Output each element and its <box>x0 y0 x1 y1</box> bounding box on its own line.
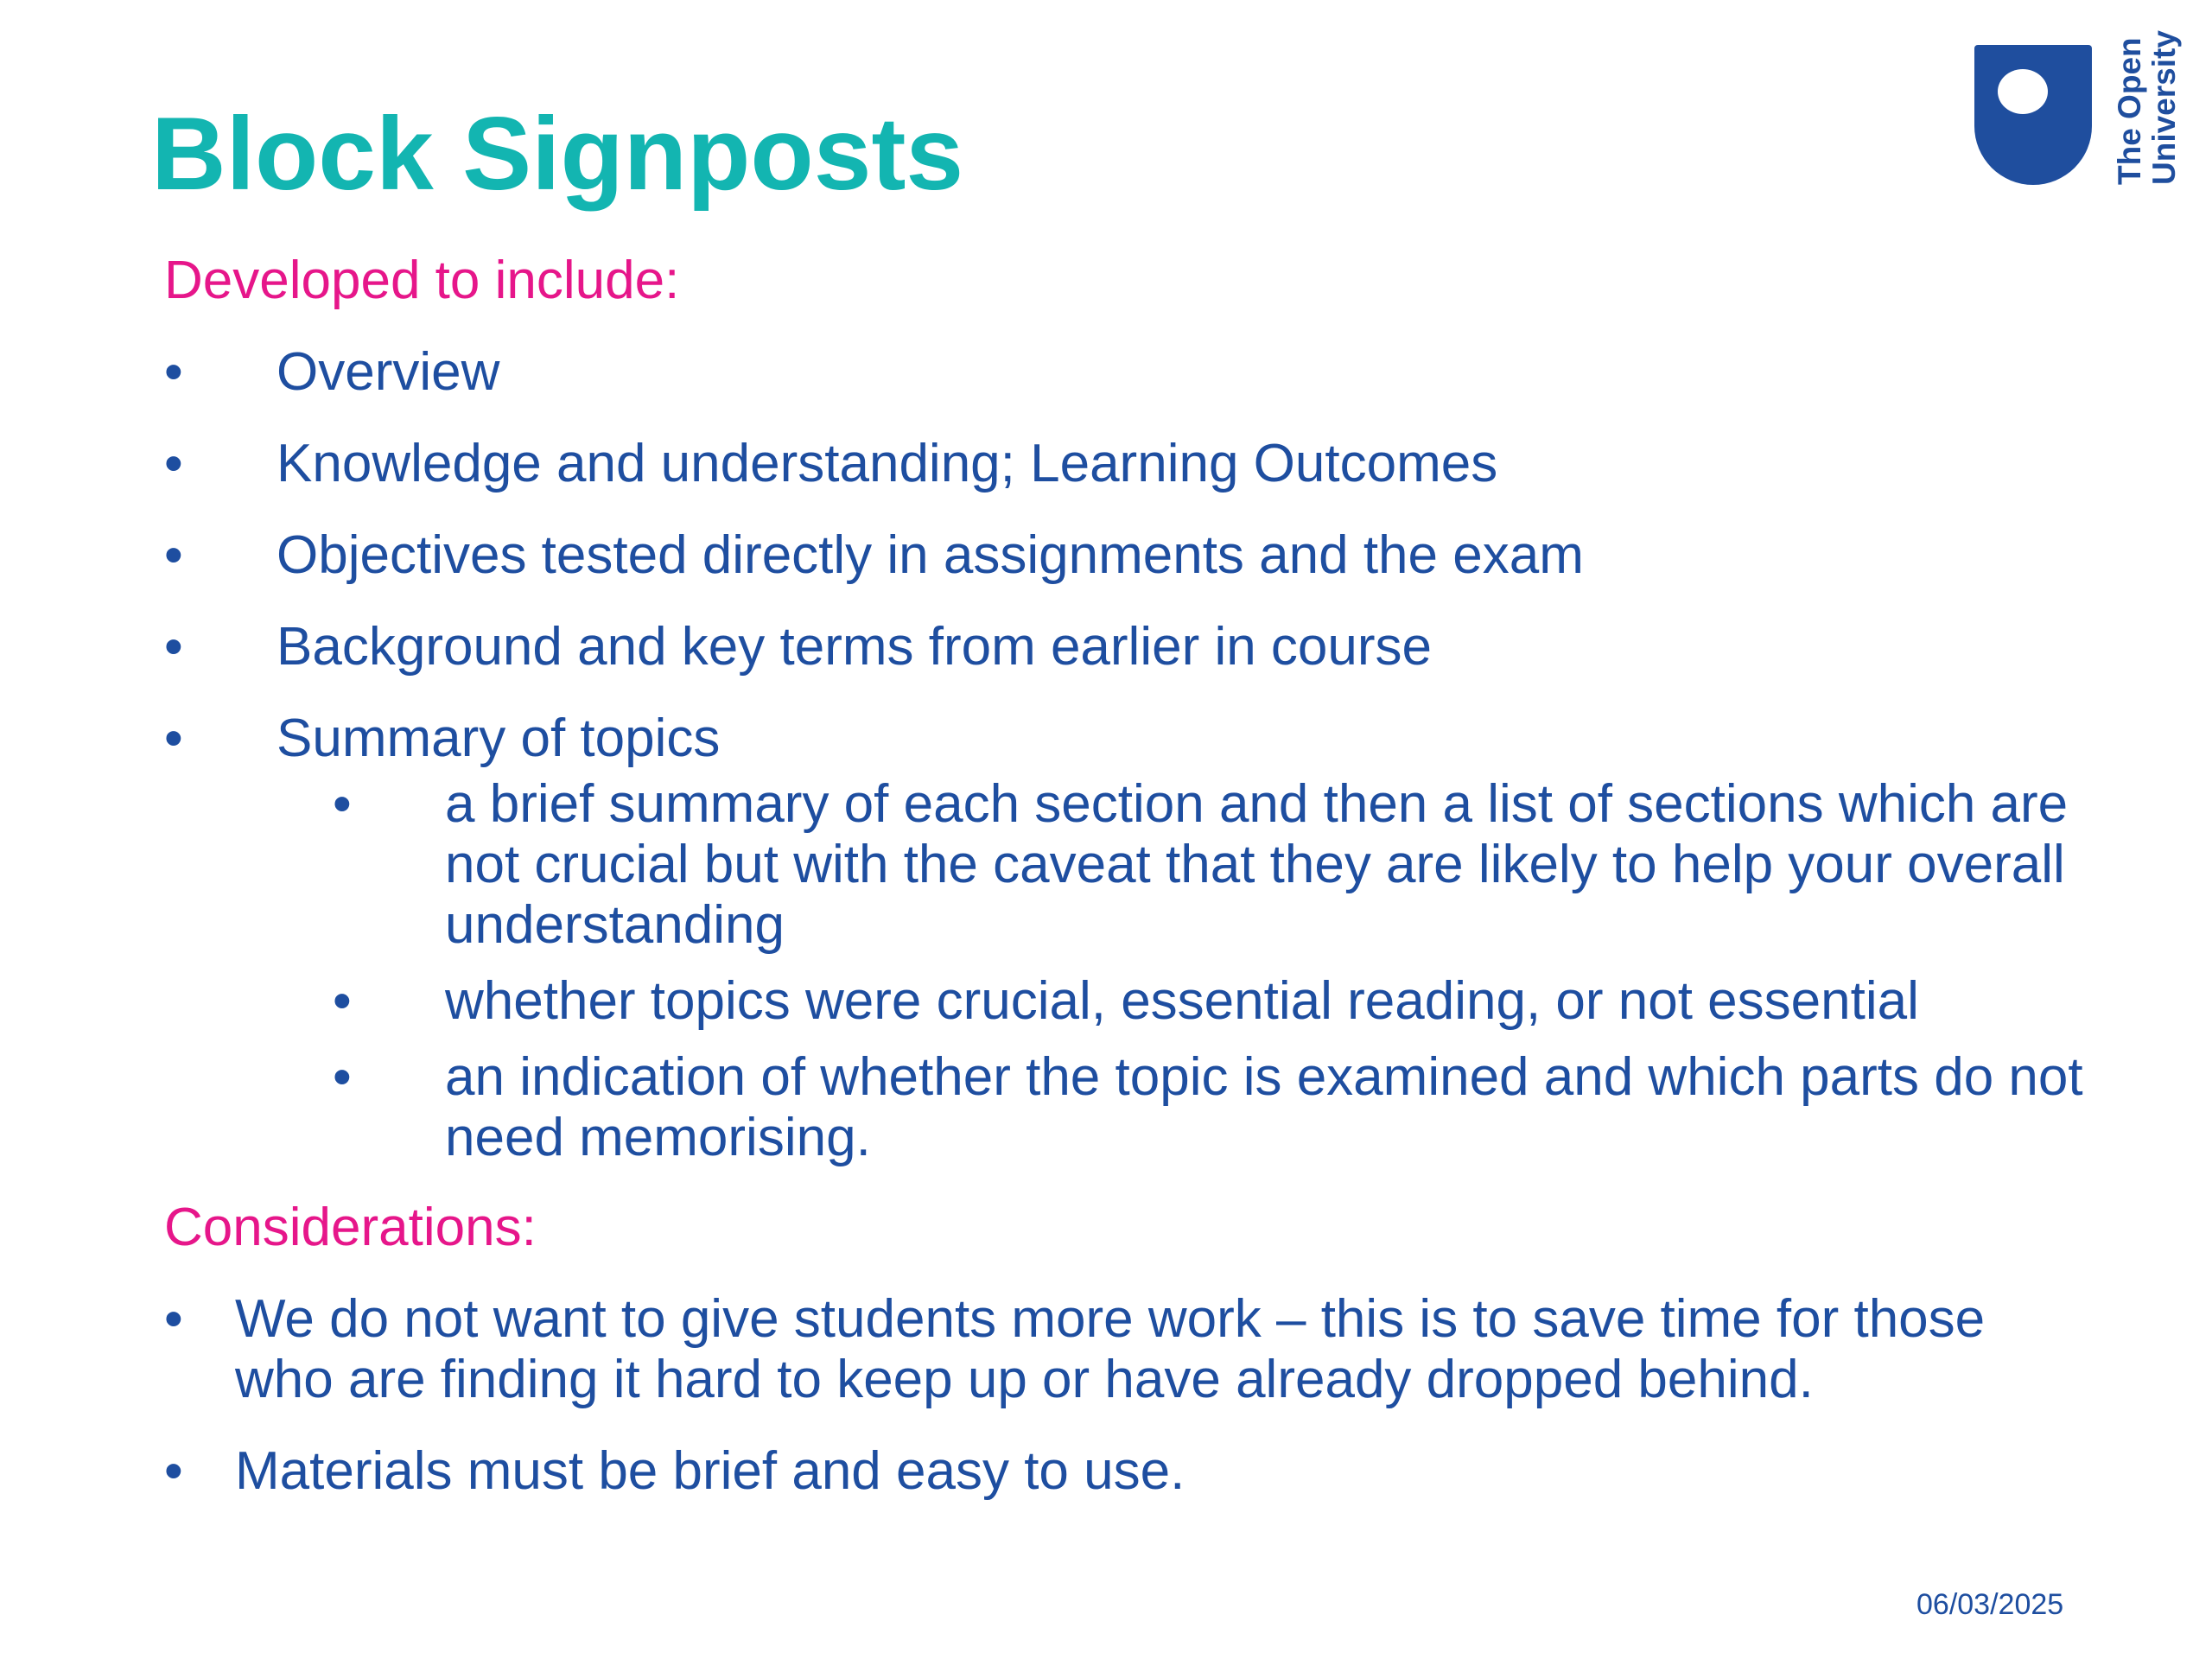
summary-sublist <box>164 774 2100 1168</box>
slide-title: Block Signposts <box>151 96 964 212</box>
list-item: • Objectives tested directly in assignments and the exam <box>164 525 2100 586</box>
sublist-item: • an indication of whether the topic is examined and which parts do not need memorising. <box>164 1047 2100 1168</box>
logo-line-1: The Open <box>2112 37 2147 185</box>
shield-icon <box>1974 45 2092 185</box>
list-item: • Summary of topics <box>164 709 2100 769</box>
list-item: • Materials must be brief and easy to use. <box>164 1441 2093 1502</box>
logo-line-2: University <box>2146 30 2182 185</box>
sublist-item: • a brief summary of each section and then a list of sections which are not crucial but with the caveat that they are likely to help your overall understanding <box>164 774 2100 956</box>
slide-body <box>164 251 2100 1533</box>
list-item: • Overview <box>164 342 2100 403</box>
slide-date: 06/03/2025 <box>1916 1588 2064 1621</box>
list-item: • Knowledge and understanding; Learning Outcomes <box>164 434 2100 494</box>
open-university-logo <box>1974 30 2199 192</box>
list-item: • Background and key terms from earlier in course <box>164 617 2100 677</box>
logo-dot <box>1998 69 2048 114</box>
section-heading-considerations: Considerations: <box>164 1198 537 1257</box>
include-list <box>164 342 2100 769</box>
section-heading-developed: Developed to include: <box>164 251 680 310</box>
considerations-list <box>164 1289 2100 1502</box>
list-item: • We do not want to give students more work – this is to save time for those who are finding it hard to keep up or have already dropped behind. <box>164 1289 2093 1410</box>
sublist-item: • whether topics were crucial, essential reading, or not essential <box>164 971 2100 1032</box>
logo-wordmark <box>2112 30 2187 185</box>
